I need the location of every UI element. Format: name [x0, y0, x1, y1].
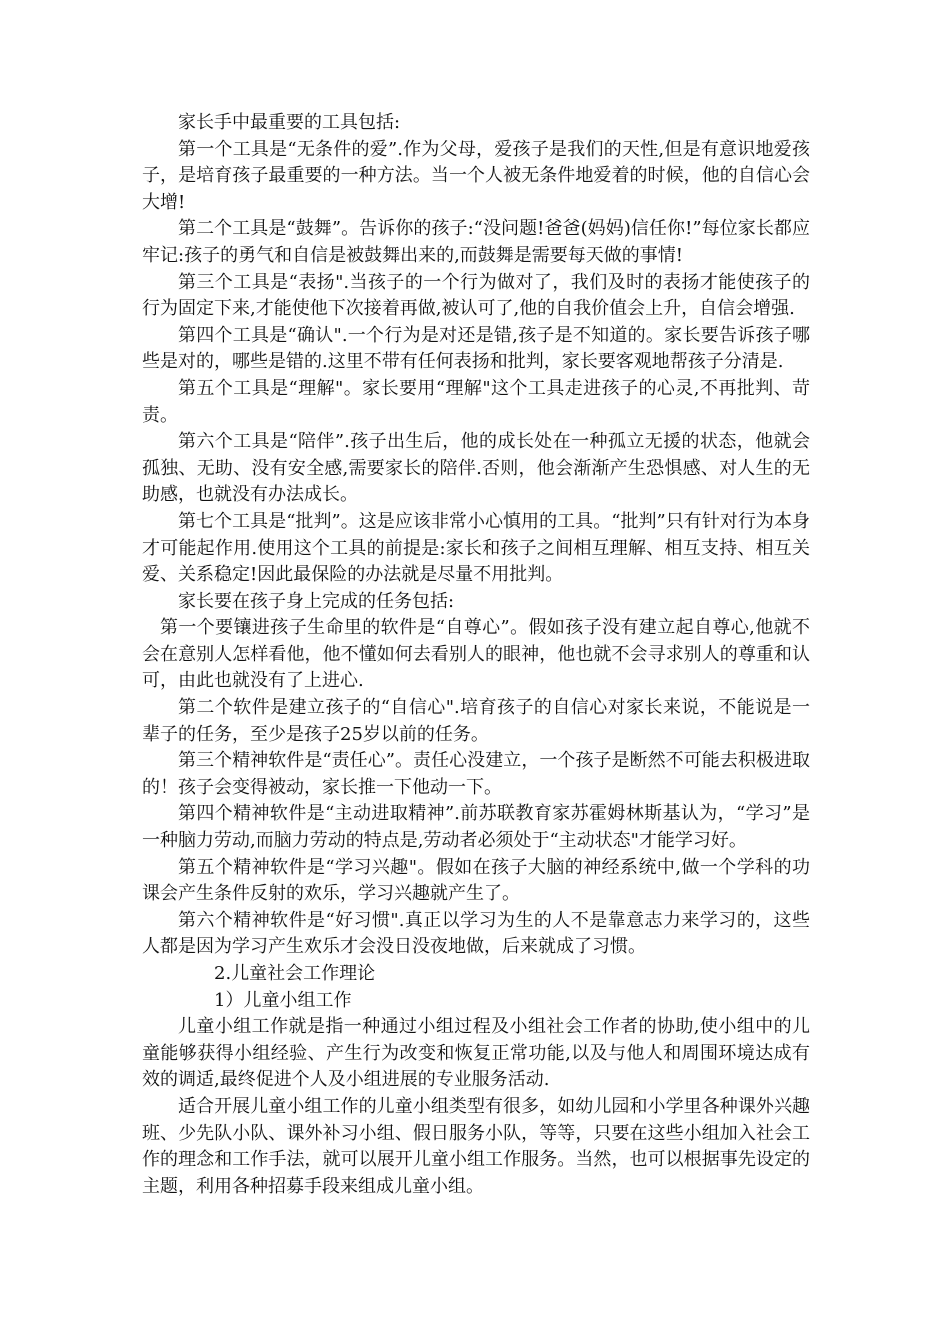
- paragraph-tool-confirmation: 第四个工具是“确认".一个行为是对还是错,孩子是不知道的。家长要告诉孩子哪些是对的，哪些是错的.这里不带有任何表扬和批判，家长要客观地帮孩子分清是.: [142, 324, 810, 373]
- paragraph-software-self-confidence: 第二个软件是建立孩子的“自信心".培育孩子的自信心对家长来说，不能说是一辈子的任务，至少是孩子25岁以前的任务。: [142, 697, 810, 745]
- paragraph-group-work-definition: 儿童小组工作就是指一种通过小组过程及小组社会工作者的协助,使小组中的儿童能够获得小组经验、产生行为改变和恢复正常功能,以及与他人和周围环境达成有效的调适,最终促进个人及小组进展的专业服务活动.: [142, 1016, 810, 1091]
- paragraph-tool-companionship: 第六个工具是“陪伴”.孩子出生后，他的成长处在一种孤立无援的状态，他就会孤独、无助、没有安全感,需要家长的陪伴.否则，他会渐渐产生恐惧感、对人生的无助感，也就没有办法成长。: [142, 431, 810, 506]
- subsection-heading: [142, 988, 810, 1015]
- subsection-heading-number: 1）: [214, 989, 244, 1011]
- paragraph-tool-criticism: 第七个工具是“批判”。这是应该非常小心慎用的工具。“批判”只有针对行为本身才可能起作用.使用这个工具的前提是:家长和孩子之间相互理解、相互支持、相互关爱、关系稳定!因此最保险的办法就是尽量不用批判。: [142, 510, 810, 586]
- paragraph-tasks-intro: 家长要在孩子身上完成的任务包括:: [178, 590, 455, 612]
- paragraph-tool-encouragement: 第二个工具是“鼓舞”。告诉你的孩子:“没问题!爸爸(妈妈)信任你!”每位家长都应牢记:孩子的勇气和自信是被鼓舞出来的,而鼓舞是需要每天做的事情!: [142, 218, 810, 266]
- paragraph-tool-praise: 第三个工具是“表扬".当孩子的一个行为做对了，我们及时的表扬才能使孩子的行为固定下来,才能使他下次接着再做,被认可了,他的自我价值会上升，自信会增强.: [142, 271, 810, 320]
- document-body: [142, 110, 810, 1200]
- section-heading-number: 2.: [214, 963, 232, 984]
- section-heading: [142, 961, 810, 988]
- paragraph-tool-unconditional-love: 第一个工具是“无条件的爱”.作为父母，爱孩子是我们的天性,但是有意识地爱孩子，是培育孩子最重要的一种方法。当一个人被无条件地爱着的时候，他的自信心会大增!: [142, 138, 810, 213]
- paragraph-software-self-esteem: 第一个要镶进孩子生命里的软件是“自尊心”。假如孩子没有建立起自尊心,他就不会在意别人怎样看他，他不懂如何去看别人的眼神，他也就不会寻求别人的尊重和认可，由此也就没有了上进心.: [142, 617, 810, 692]
- paragraph-tool-understanding: 第五个工具是“理解"。家长要用“理解"这个工具走进孩子的心灵,不再批判、苛责。: [142, 377, 810, 426]
- paragraph-software-habits: 第六个精神软件是“好习惯".真正以学习为生的人不是靠意志力来学习的，这些人都是因为学习产生欢乐才会没日没夜地做，后来就成了习惯。: [142, 909, 810, 958]
- paragraph-software-interest: 第五个精神软件是“学习兴趣"。假如在孩子大脑的神经系统中,做一个学科的功课会产生条件反射的欢乐，学习兴趣就产生了。: [142, 856, 810, 905]
- paragraph-tools-intro: 家长手中最重要的工具包括:: [178, 112, 401, 133]
- paragraph-software-initiative: 第四个精神软件是“主动进取精神”.前苏联教育家苏霍姆林斯基认为，“学习”是一种脑力劳动,而脑力劳动的特点是,劳动者必须处于“主动状态"才能学习好。: [142, 803, 810, 852]
- paragraph-software-responsibility: 第三个精神软件是“责任心”。责任心没建立，一个孩子是断然不可能去积极进取的！孩子会变得被动，家长推一下他动一下。: [142, 750, 810, 798]
- paragraph-group-types: 适合开展儿童小组工作的儿童小组类型有很多，如幼儿园和小学里各种课外兴趣班、少先队小队、课外补习小组、假日服务小队，等等，只要在这些小组加入社会工作的理念和工作手法，就可以展开儿童小组工作服务。当然，也可以根据事先设定的主题，利用各种招募手段来组成儿童小组。: [142, 1095, 810, 1197]
- section-heading-text: 儿童社会工作理论: [231, 963, 376, 984]
- subsection-heading-text: 儿童小组工作: [243, 989, 352, 1011]
